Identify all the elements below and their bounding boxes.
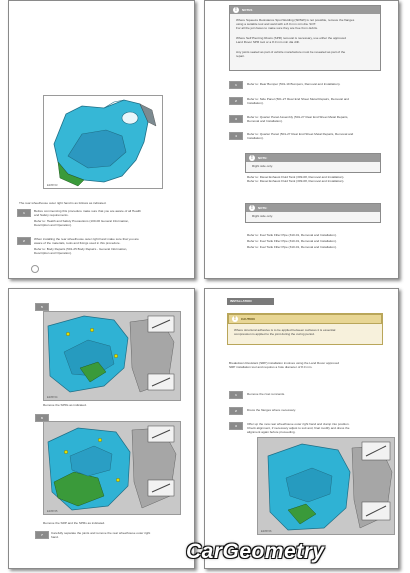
warning-icon: !	[232, 316, 238, 322]
page-fold-icon	[31, 265, 39, 273]
caution-text: Where structural adhesive is to be applied between surfaces it is essential	[234, 328, 336, 332]
note-header	[246, 154, 380, 162]
step-number: 1	[229, 391, 243, 399]
step-number: 1	[229, 81, 243, 89]
figure-code: E235723	[47, 184, 58, 187]
step-number: 4	[229, 132, 243, 140]
step-text: Carefully separate the joints and remove the rear wheelhouse outer right	[51, 531, 151, 535]
step-text: When installing the rear wheelhouse outer right hand make sure that you are	[34, 237, 139, 241]
figure-caption: Remove the SRP and the SPRs as indicated.	[43, 521, 106, 525]
info-icon: !	[249, 205, 255, 211]
note-text: Where Self Piercing Rivets (SPR) removal is necessary, use either the approved	[236, 36, 346, 40]
note-text: Right side only.	[252, 164, 273, 168]
step-number: 2	[229, 407, 243, 415]
reference-text: Refer to: Diesel Exhaust Fluid Tank (309-08, Removal and Installation).	[247, 175, 345, 179]
step-number: 3	[229, 422, 243, 430]
wheelhouse-figure-2	[43, 311, 181, 401]
step-text: Installation).	[247, 101, 264, 105]
step-text: Refer to: Body Repairs (501-25 Body Repairs - General Information,	[34, 247, 128, 251]
caution-box	[227, 313, 383, 345]
spr-locations-illustration	[44, 312, 180, 400]
step-text: Before commencing this procedure make sure that you are aware of all Health	[34, 209, 141, 213]
step-text: Offer up the new rear wheelhouse outer right hand and clamp into position.	[247, 422, 350, 426]
step-text: Refer to: Side Panel (501-27 Rear End Sheet Metal Repairs, Removal and	[247, 97, 349, 101]
step-text: aware of the materials, tools and fixings used in this procedure.	[34, 241, 121, 245]
notes-label: NOTES	[242, 8, 253, 12]
step-number: 2	[229, 97, 243, 105]
note-label: NOTE:	[258, 156, 268, 160]
manual-page-3	[8, 288, 195, 569]
figure-caption: The rear wheelhouse outer right hand is as follows as indicated.	[19, 201, 107, 205]
srp-spr-locations-illustration	[44, 422, 180, 514]
step-text: Removal and Installation).	[247, 119, 283, 123]
installation-illustration	[258, 438, 394, 534]
step-number: 2	[17, 237, 31, 245]
reference-text: Refer to: Fuel Tank Filler Pipe (310-01, Removal and Installation).	[247, 239, 337, 243]
step-text: alignment again before proceeding.	[247, 430, 296, 434]
note-text: For all the join faces to make sure they are free from debris.	[236, 26, 318, 30]
step-text: Remove the rivet remnants.	[247, 392, 285, 396]
reference-text: Refer to: Fuel Tank Filler Pipe (310-01, Removal and Installation).	[247, 245, 337, 249]
step-text: Installation).	[247, 136, 264, 140]
note-text: repair.	[236, 54, 245, 58]
figure-code: E235726	[261, 530, 272, 533]
note-text: using a suitable tool and weld with a 8.0 mm min dia. SOT.	[236, 22, 317, 26]
step-text: and Safety requirements.	[34, 213, 69, 217]
step-text: Refer to: Rear Bumper (501-19 Bumpers, Removal and Installation).	[247, 82, 341, 86]
step-text: Description and Operation).	[34, 251, 72, 255]
step-number: 7	[35, 531, 49, 539]
note-label: NOTE:	[258, 206, 268, 210]
step-number: 3	[229, 115, 243, 123]
step-text: Check alignment, if necessary adjust to suit and, final modify and dress the	[247, 426, 350, 430]
step-number: 6	[35, 414, 49, 422]
note-text: Land Rover SPR tool or a 8.0 mm min dia drill.	[236, 40, 300, 44]
reference-text: Refer to: Diesel Exhaust Fluid Tank (309-08, Removal and Installation).	[247, 179, 345, 183]
step-text: Dress the flanges where necessary.	[247, 408, 296, 412]
note-box	[245, 203, 381, 223]
wheelhouse-figure-3	[43, 421, 181, 515]
wheelhouse-figure-1	[43, 95, 163, 189]
figure-code: E235724	[47, 396, 58, 399]
step-text: Refer to: Quarter Panel (501-27 Rear End Sheet Metal Repairs, Removal and	[247, 132, 354, 136]
section-title: INSTALLATION	[227, 298, 274, 305]
intro-text: Breakdown Resistant (SRP) installation involves using the Land Rover approved	[229, 361, 340, 365]
intro-text: SRP installation tool and requires a hole diameter of 8.0 mm.	[229, 365, 313, 369]
caution-text: compression is applied to the joint during the curing period.	[234, 332, 315, 336]
info-icon: !	[233, 7, 239, 13]
figure-code: E235725	[47, 510, 58, 513]
caution-header	[228, 314, 382, 324]
wheelhouse-panel-illustration	[44, 96, 162, 188]
step-text: Refer to: Quarter Panel Assembly (501-27 Rear End Sheet Metal Repairs,	[247, 115, 349, 119]
note-header	[246, 204, 380, 212]
manual-page-2	[204, 0, 399, 279]
step-text: Refer to: Health and Safety Precautions (100-00 General Information,	[34, 219, 130, 223]
step-text: hand.	[51, 535, 59, 539]
notes-header	[230, 6, 380, 14]
manual-page-1	[8, 0, 195, 279]
note-box	[245, 153, 381, 173]
note-text: Where Squeeze Resistance Spot Welding (SRSW) is not possible, remove the flanges	[236, 18, 355, 22]
step-text: Description and Operation).	[34, 223, 72, 227]
wheelhouse-figure-4	[257, 437, 395, 535]
step-number: 5	[35, 303, 49, 311]
notes-box	[229, 5, 381, 71]
note-text: Any joints sealed as part of vehicle manufacture must be resealed as part of the	[236, 50, 346, 54]
reference-text: Refer to: Fuel Tank Filler Pipe (310-01, Removal and Installation).	[247, 233, 337, 237]
manual-page-4	[204, 288, 399, 569]
figure-caption: Remove the SPRs as indicated.	[43, 403, 87, 407]
step-number: 1	[17, 209, 31, 217]
note-text: Right side only.	[252, 214, 273, 218]
site-watermark: CarGeometry	[186, 540, 325, 563]
caution-label: CAUTION	[241, 317, 255, 321]
info-icon: !	[249, 155, 255, 161]
